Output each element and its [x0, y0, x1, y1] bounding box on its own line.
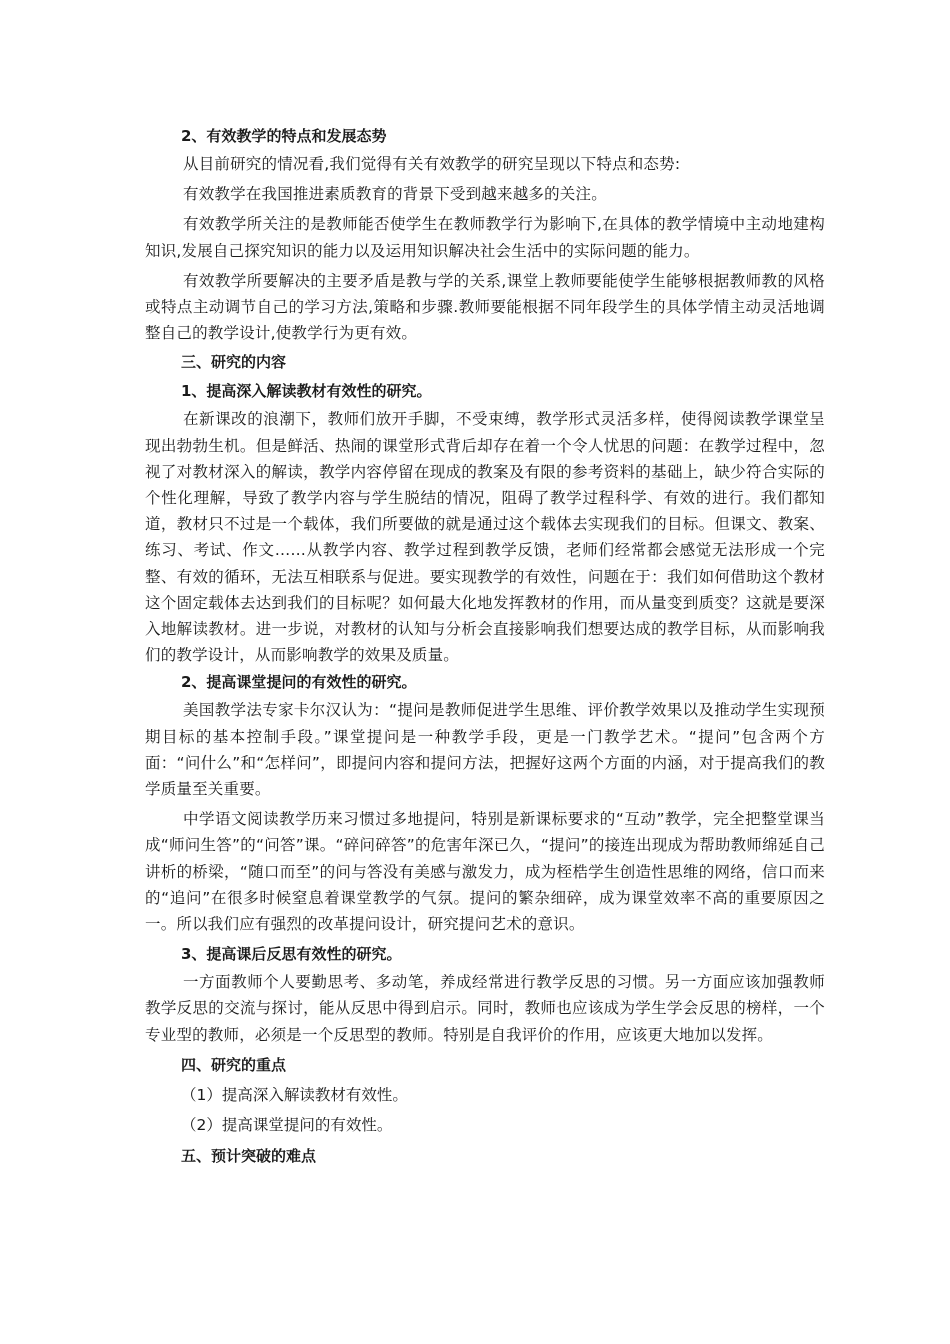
- focus-item-1: （1）提高深入解读教材有效性。: [181, 1085, 408, 1104]
- section-heading-focus: 四、研究的重点: [181, 1055, 287, 1074]
- paragraph-trends-3: 有效教学所要解决的主要矛盾是教与学的关系,课堂上教师要能使学生能够根据教师教的风格或特点主动调节自己的学习方法,策略和步骤.教师要能根据不同年段学生的具体学情主动灵活地调整自己的教学设计,使教学行为更有效。: [145, 271, 825, 343]
- subheading-content-1: 1、提高深入解读教材有效性的研究。: [181, 382, 432, 401]
- subheading-content-3: 3、提高课后反思有效性的研究。: [181, 945, 402, 964]
- section-heading-difficulty: 五、预计突破的难点: [181, 1146, 317, 1165]
- section-heading-content: 三、研究的内容: [181, 353, 287, 372]
- subheading-content-2: 2、提高课堂提问的有效性的研究。: [181, 673, 417, 692]
- document-body: [145, 122, 825, 1171]
- paragraph-trends-intro: 从目前研究的情况看,我们觉得有关有效教学的研究呈现以下特点和态势:: [183, 155, 681, 173]
- paragraph-trends-1: 有效教学在我国推进素质教育的背景下受到越来越多的关注。: [183, 185, 607, 204]
- paragraph-content-2a: 美国教学法专家卡尔汉认为：“提问是教师促进学生思维、评价教学效果以及推动学生实现预期目标的基本控制手段。”课堂提问是一种教学手段，更是一门教学艺术。“提问”包含两个方面：“问什么”和“怎样问”，即提问内容和提问方法，把握好这两个方面的内涵，对于提高我们的教学质量至关重要。: [145, 701, 825, 799]
- focus-item-2: （2）提高课堂提问的有效性。: [181, 1115, 393, 1134]
- section-heading-trends: 2、有效教学的特点和发展态势: [181, 127, 387, 145]
- paragraph-content-1: 在新课改的浪潮下，教师们放开手脚，不受束缚，教学形式灵活多样，使得阅读教学课堂呈现出勃勃生机。但是鲜活、热闹的课堂形式背后却存在着一个令人忧思的问题：在教学过程中，忽视了对教材深入的解读，教学内容停留在现成的教案及有限的参考资料的基础上，缺少符合实际的个性化理解，导致了教学内容与学生脱结的情况，阻碍了教学过程科学、有效的进行。我们都知道，教材只不过是一个载体，我们所要做的就是通过这个载体去实现我们的目标。但课文、教案、练习、考试、作文……从教学内容、教学过程到教学反馈，老师们经常都会感觉无法形成一个完整、有效的循环，无法互相联系与促进。要实现教学的有效性，问题在于：我们如何借助这个教材这个固定载体去达到我们的目标呢？如何最大化地发挥教材的作用，而从量变到质变？这就是要深入地解读教材。进一步说，对教材的认知与分析会直接影响我们想要达成的教学目标，从而影响我们的教学设计，从而影响教学的效果及质量。: [145, 410, 825, 665]
- paragraph-content-3: 一方面教师个人要勤思考、多动笔，养成经常进行教学反思的习惯。另一方面应该加强教师教学反思的交流与探讨，能从反思中得到启示。同时，教师也应该成为学生学会反思的榜样，一个专业型的教师，必须是一个反思型的教师。特别是自我评价的作用，应该更大地加以发挥。: [145, 973, 825, 1044]
- paragraph-content-2b: 中学语文阅读教学历来习惯过多地提问，特别是新课标要求的“互动”教学，完全把整堂课当成“师问生答”的“问答”课。“碎问碎答”的危害年深已久，“提问”的接连出现成为帮助教师绵延自己讲析的桥梁，“随口而至”的问与答没有美感与激发力，成为桎梏学生创造性思维的网络，信口而来的“追问”在很多时候窒息着课堂教学的气氛。提问的繁杂细碎，成为课堂效率不高的重要原因之一。所以我们应有强烈的改革提问设计，研究提问艺术的意识。: [145, 810, 825, 934]
- paragraph-trends-2: 有效教学所关注的是教师能否使学生在教师教学行为影响下,在具体的教学情境中主动地建构知识,发展自己探究知识的能力以及运用知识解决社会生活中的实际问题的能力。: [145, 215, 825, 260]
